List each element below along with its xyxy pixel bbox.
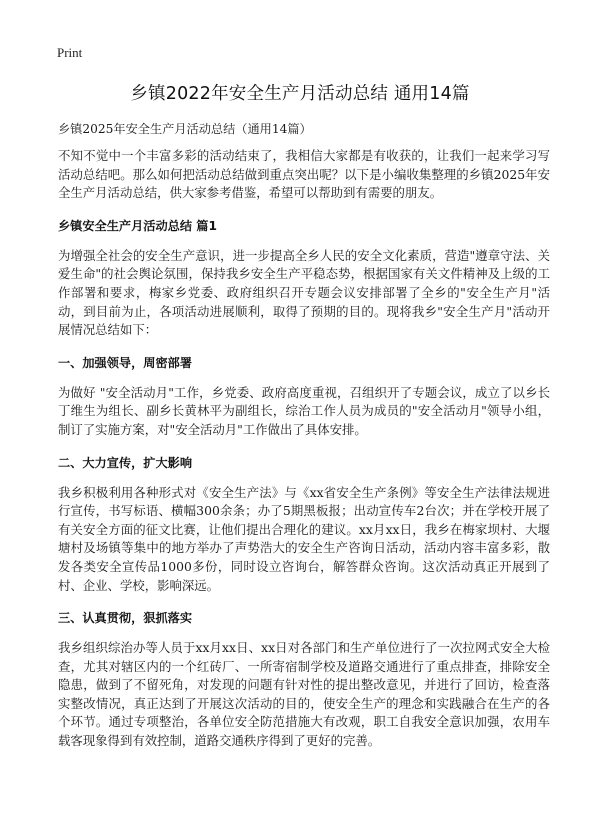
- article-body: [58, 120, 550, 765]
- section-heading: 三、认真贯彻，狠抓落实: [58, 611, 193, 626]
- article-intro-paragraph: 为增强全社会的安全生产意识，进一步提高全乡人民的安全文化素质，营造"遵章守法、关爱生命"的社会舆论氛围，保持我乡安全生产平稳态势，根据国家有关文件精神及上级的工作部署和要求，梅家乡党委、政府组织召开专题会议安排部署了全乡的"安全生产月"活动，到目前为止，各项活动进展顺利，取得了预期的目的。现将我乡"安全生产月"活动开展情况总结如下：: [58, 247, 550, 338]
- document-subtitle: 乡镇2025年安全生产月活动总结（通用14篇）: [58, 122, 312, 136]
- section-paragraph: 我乡积极利用各种形式对《安全生产法》与《xx省安全生产条例》等安全生产法律法规进行宣传，书写标语、横幅300余条；办了5期黑板报；出动宣传车2台次；并在学校开展了有关安全方面的征文比赛，让他们提出合理化的建议。xx月xx日，我乡在梅家坝村、大堰塘村及场镇等集中的地方举办了声势浩大的安全生产咨询日活动，活动内容丰富多彩，散发各类安全宣传品1000多份，同时设立咨询台，解答群众咨询。这次活动真正开展到了村、企业、学校，影响深远。: [58, 484, 550, 593]
- intro-paragraph: 不知不觉中一个丰富多彩的活动结束了，我相信大家都是有收获的，让我们一起来学习写活动总结吧。那么如何把活动总结做到重点突出呢？以下是小编收集整理的乡镇2025年安全生产月活动总结，供大家参考借鉴，希望可以帮助到有需要的朋友。: [58, 148, 550, 201]
- section-heading: 二、大力宣传，扩大影响: [58, 455, 193, 470]
- page-title: 乡镇2022年安全生产月活动总结 通用14篇: [130, 84, 470, 104]
- section-paragraph: 我乡组织综治办等人员于xx月xx日、xx日对各部门和生产单位进行了一次拉网式安全大检查，尤其对辖区内的一个红砖厂、一所寄宿制学校及道路交通进行了重点排查，排除安全隐患，做到了不留死角，对发现的问题有针对性的提出整改意见，并进行了回访，检查落实整改情况，真正达到了开展这次活动的目的，使安全生产的理念和实践融合在生产的各个环节。通过专项整治，各单位安全防范措施大有改观，职工自我安全意识加强，农用车载客现象得到有效控制，道路交通秩序得到了更好的完善。: [58, 640, 550, 749]
- section-heading: 一、加强领导，周密部署: [58, 355, 193, 370]
- section-paragraph: 为做好 "安全活动月"工作，乡党委、政府高度重视，召组织开了专题会议，成立了以乡长丁维生为组长、副乡长黄林平为副组长，综治工作人员为成员的"安全活动月"领导小组，制订了实施方案，对"安全活动月"工作做出了具体安排。: [58, 384, 550, 437]
- print-link[interactable]: Print: [57, 45, 83, 60]
- article-heading: 乡镇安全生产月活动总结 篇1: [58, 218, 217, 233]
